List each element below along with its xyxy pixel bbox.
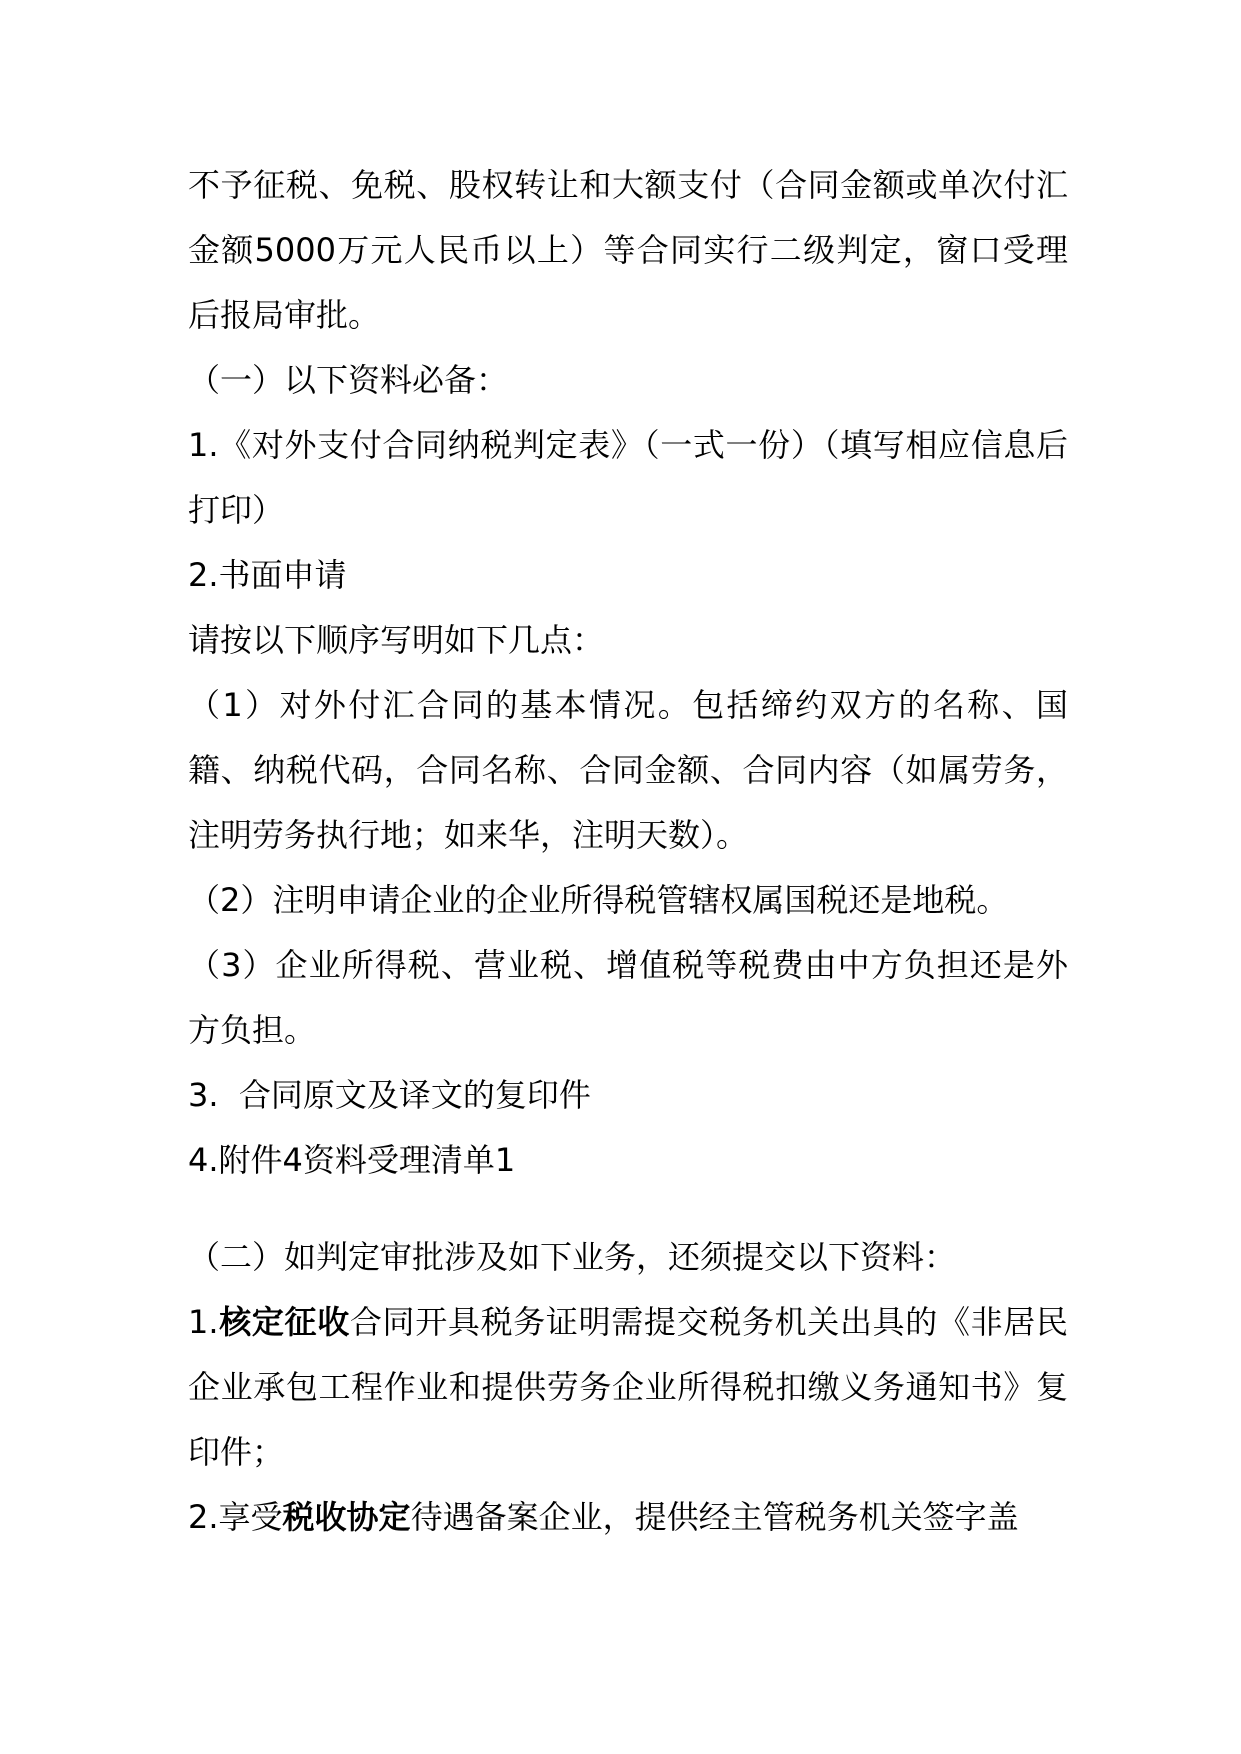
item-contract-copy: 3. 合同原文及译文的复印件	[188, 1076, 591, 1114]
document-body	[188, 153, 1068, 1550]
item-attachment-list: 4.附件4资料受理清单1	[188, 1141, 516, 1179]
paragraph-approval-rule: 不予征税、免税、股权转让和大额支付（合同金额或单次付汇金额5000万元人民币以上）等合同实行二级判定，窗口受理后报局审批。	[188, 166, 1068, 334]
item-tax-treaty-keyword: 税收协定	[282, 1498, 411, 1536]
heading-required-materials: （一）以下资料必备：	[188, 361, 509, 399]
point-tax-burden: （3）企业所得税、营业税、增值税等税费由中方负担还是外方负担。	[188, 946, 1068, 1049]
item-written-application: 2.书面申请	[188, 556, 347, 594]
point-contract-basics: （1）对外付汇合同的基本情况。包括缔约双方的名称、国籍、纳税代码，合同名称、合同金额、合同内容（如属劳务，注明劳务执行地；如来华，注明天数）。	[188, 686, 1068, 854]
point-tax-jurisdiction: （2）注明申请企业的企业所得税管辖权属国税还是地税。	[188, 881, 1009, 919]
heading-additional-materials: （二）如判定审批涉及如下业务，还须提交以下资料：	[188, 1238, 957, 1276]
instruction-order: 请按以下顺序写明如下几点：	[188, 621, 605, 659]
item-tax-determination-form: 1.《对外支付合同纳税判定表》（一式一份）（填写相应信息后打印）	[188, 426, 1068, 529]
item-tax-treaty-prefix: 2.享受	[188, 1498, 283, 1536]
item-deemed-collection-prefix: 1.	[188, 1303, 219, 1341]
item-deemed-collection-text: 合同开具税务证明需提交税务机关出具的《非居民企业承包工程作业和提供劳务企业所得税扣缴义务通知书》复印件；	[188, 1303, 1068, 1471]
item-tax-treaty-text: 待遇备案企业，提供经主管税务机关签字盖	[410, 1498, 1019, 1536]
paragraph-spacer	[188, 1193, 1068, 1225]
item-deemed-collection-keyword: 核定征收	[218, 1303, 350, 1341]
item-tax-treaty	[188, 1485, 1068, 1550]
item-deemed-collection	[188, 1290, 1068, 1485]
